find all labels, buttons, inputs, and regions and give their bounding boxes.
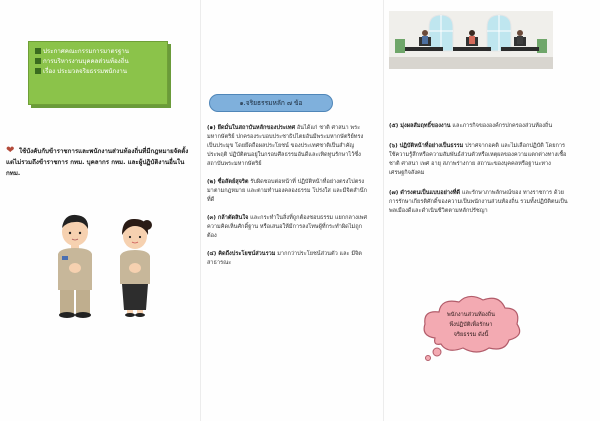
cloud-line: พนักงานส่วนท้องถิ่น xyxy=(447,312,495,318)
ethics-item: (๓) กล้าตัดสินใจ และกระทำในสิ่งที่ถูกต้องชอบธรรม แยกกลางเพศความคิดเห็นศักดิ์ฐาน หรือเสนอให้มีการลงโทษผู้ที่กระทำผิดไม่ถูกต้อง xyxy=(207,215,367,239)
office-illustration xyxy=(389,11,553,69)
banner-line: ประกาศคณะกรรมการมาตรฐาน xyxy=(35,47,163,57)
banner-line: การบริหารงานบุคคลส่วนท้องถิ่น xyxy=(35,57,163,67)
officials-illustration xyxy=(40,210,170,320)
cloud-line: จริยธรรม ดังนี้ xyxy=(453,332,489,338)
ethics-item: (๒) ซื่อสัตย์สุจริต รับผิดชอบต่อหน้าที่ ปฏิบัติหน้าที่อย่างตรงไปตรงมาตามกฎหมาย และตามทำนองคลองธรรม โปร่งใส และมีจิตสำนึกที่ดี xyxy=(207,179,368,203)
male-official-figure xyxy=(58,215,92,318)
ethics-item: (๗) ดำรงตนเป็นแบบอย่างที่ดี และรักษาภาพลักษณ์ของ ทางราชการ ด้วยการรักษาเกียรติศักดิ์ของความเป็นพนักงานส่วนท้องถิ่น รวมทั้งปฏิบัติตนเป็นพลเมืองดีและดำเนินชีวิตตามหลักปรัชญา xyxy=(389,190,568,214)
heart-icon: ❤ xyxy=(6,145,15,156)
bullet-icon xyxy=(35,58,41,64)
core-ethics-label: ๑.จริยธรรมหลัก ๗ ข้อ xyxy=(209,94,333,112)
cloud-line: พึงปฏิบัติเพื่อรักษา xyxy=(449,322,493,328)
ethics-item: (๕) มุ่งผลสัมฤทธิ์ของงาน และภารกิจขององค์กรปกครองส่วนท้องถิ่น xyxy=(389,123,553,129)
fold-line-1 xyxy=(200,0,201,421)
bullet-icon xyxy=(35,48,41,54)
intro-text: ❤ ใช้บังคับกับข้าราชการและพนักงานส่วนท้องถิ่นที่มีกฎหมายจัดตั้ง แต่ไม่รวมถึงข้าราชการ กทม. บุคลากร กทม. และผู้ปฏิบัติงานอื่นใน กทม. xyxy=(6,145,189,177)
banner-line: เรื่อง ประมวลจริยธรรมพนักงาน xyxy=(35,67,163,77)
title-banner xyxy=(28,41,168,105)
female-official-figure xyxy=(120,219,152,317)
ethics-list-middle xyxy=(207,124,370,277)
window-right xyxy=(487,15,511,51)
ethics-list-right xyxy=(389,122,571,227)
ethics-item: (๖) ปฏิบัติหน้าที่อย่างเป็นธรรม ปราศจากอคติ และไม่เลือกปฏิบัติ โดยการใช้ความรู้สึกหรือความสัมพันธ์ส่วนตัวหรือเหตุผลของความแตกต่างทางเชื้อชาติ ศาสนา เพศ อายุ สภาพร่างกาย สถานะของบุคคลหรือฐานะทางเศรษฐกิจสังคม xyxy=(389,143,567,176)
plant-left xyxy=(395,39,405,53)
ethics-item: (๔) คิดถึงประโยชน์ส่วนรวม มากกว่าประโยชน์ส่วนตัว และ มีจิตสาธารณะ xyxy=(207,251,362,266)
ethics-item: (๑) ยึดมั่นในสถาบันหลักของประเทศ อันได้แก่ ชาติ ศาสนา พระมหากษัตริย์ ปกครองระบอบประชาธิปไตยอันมีพระมหากษัตริย์ทรงเป็นประมุข โดยยึดถือผลประโยชน์ ของประเทศชาติเป็นสำคัญ ประพฤติ ปฏิบัติตนอยู่ในกรอบศีลธรรมอันดีและเทิดทูนรักษาไว้ซึ่งสถาบันพระมหากษัตริย์ xyxy=(207,125,364,167)
cloud-text xyxy=(434,310,508,340)
bullet-icon xyxy=(35,68,41,74)
window-left xyxy=(429,15,453,51)
fold-line-2 xyxy=(383,0,384,421)
